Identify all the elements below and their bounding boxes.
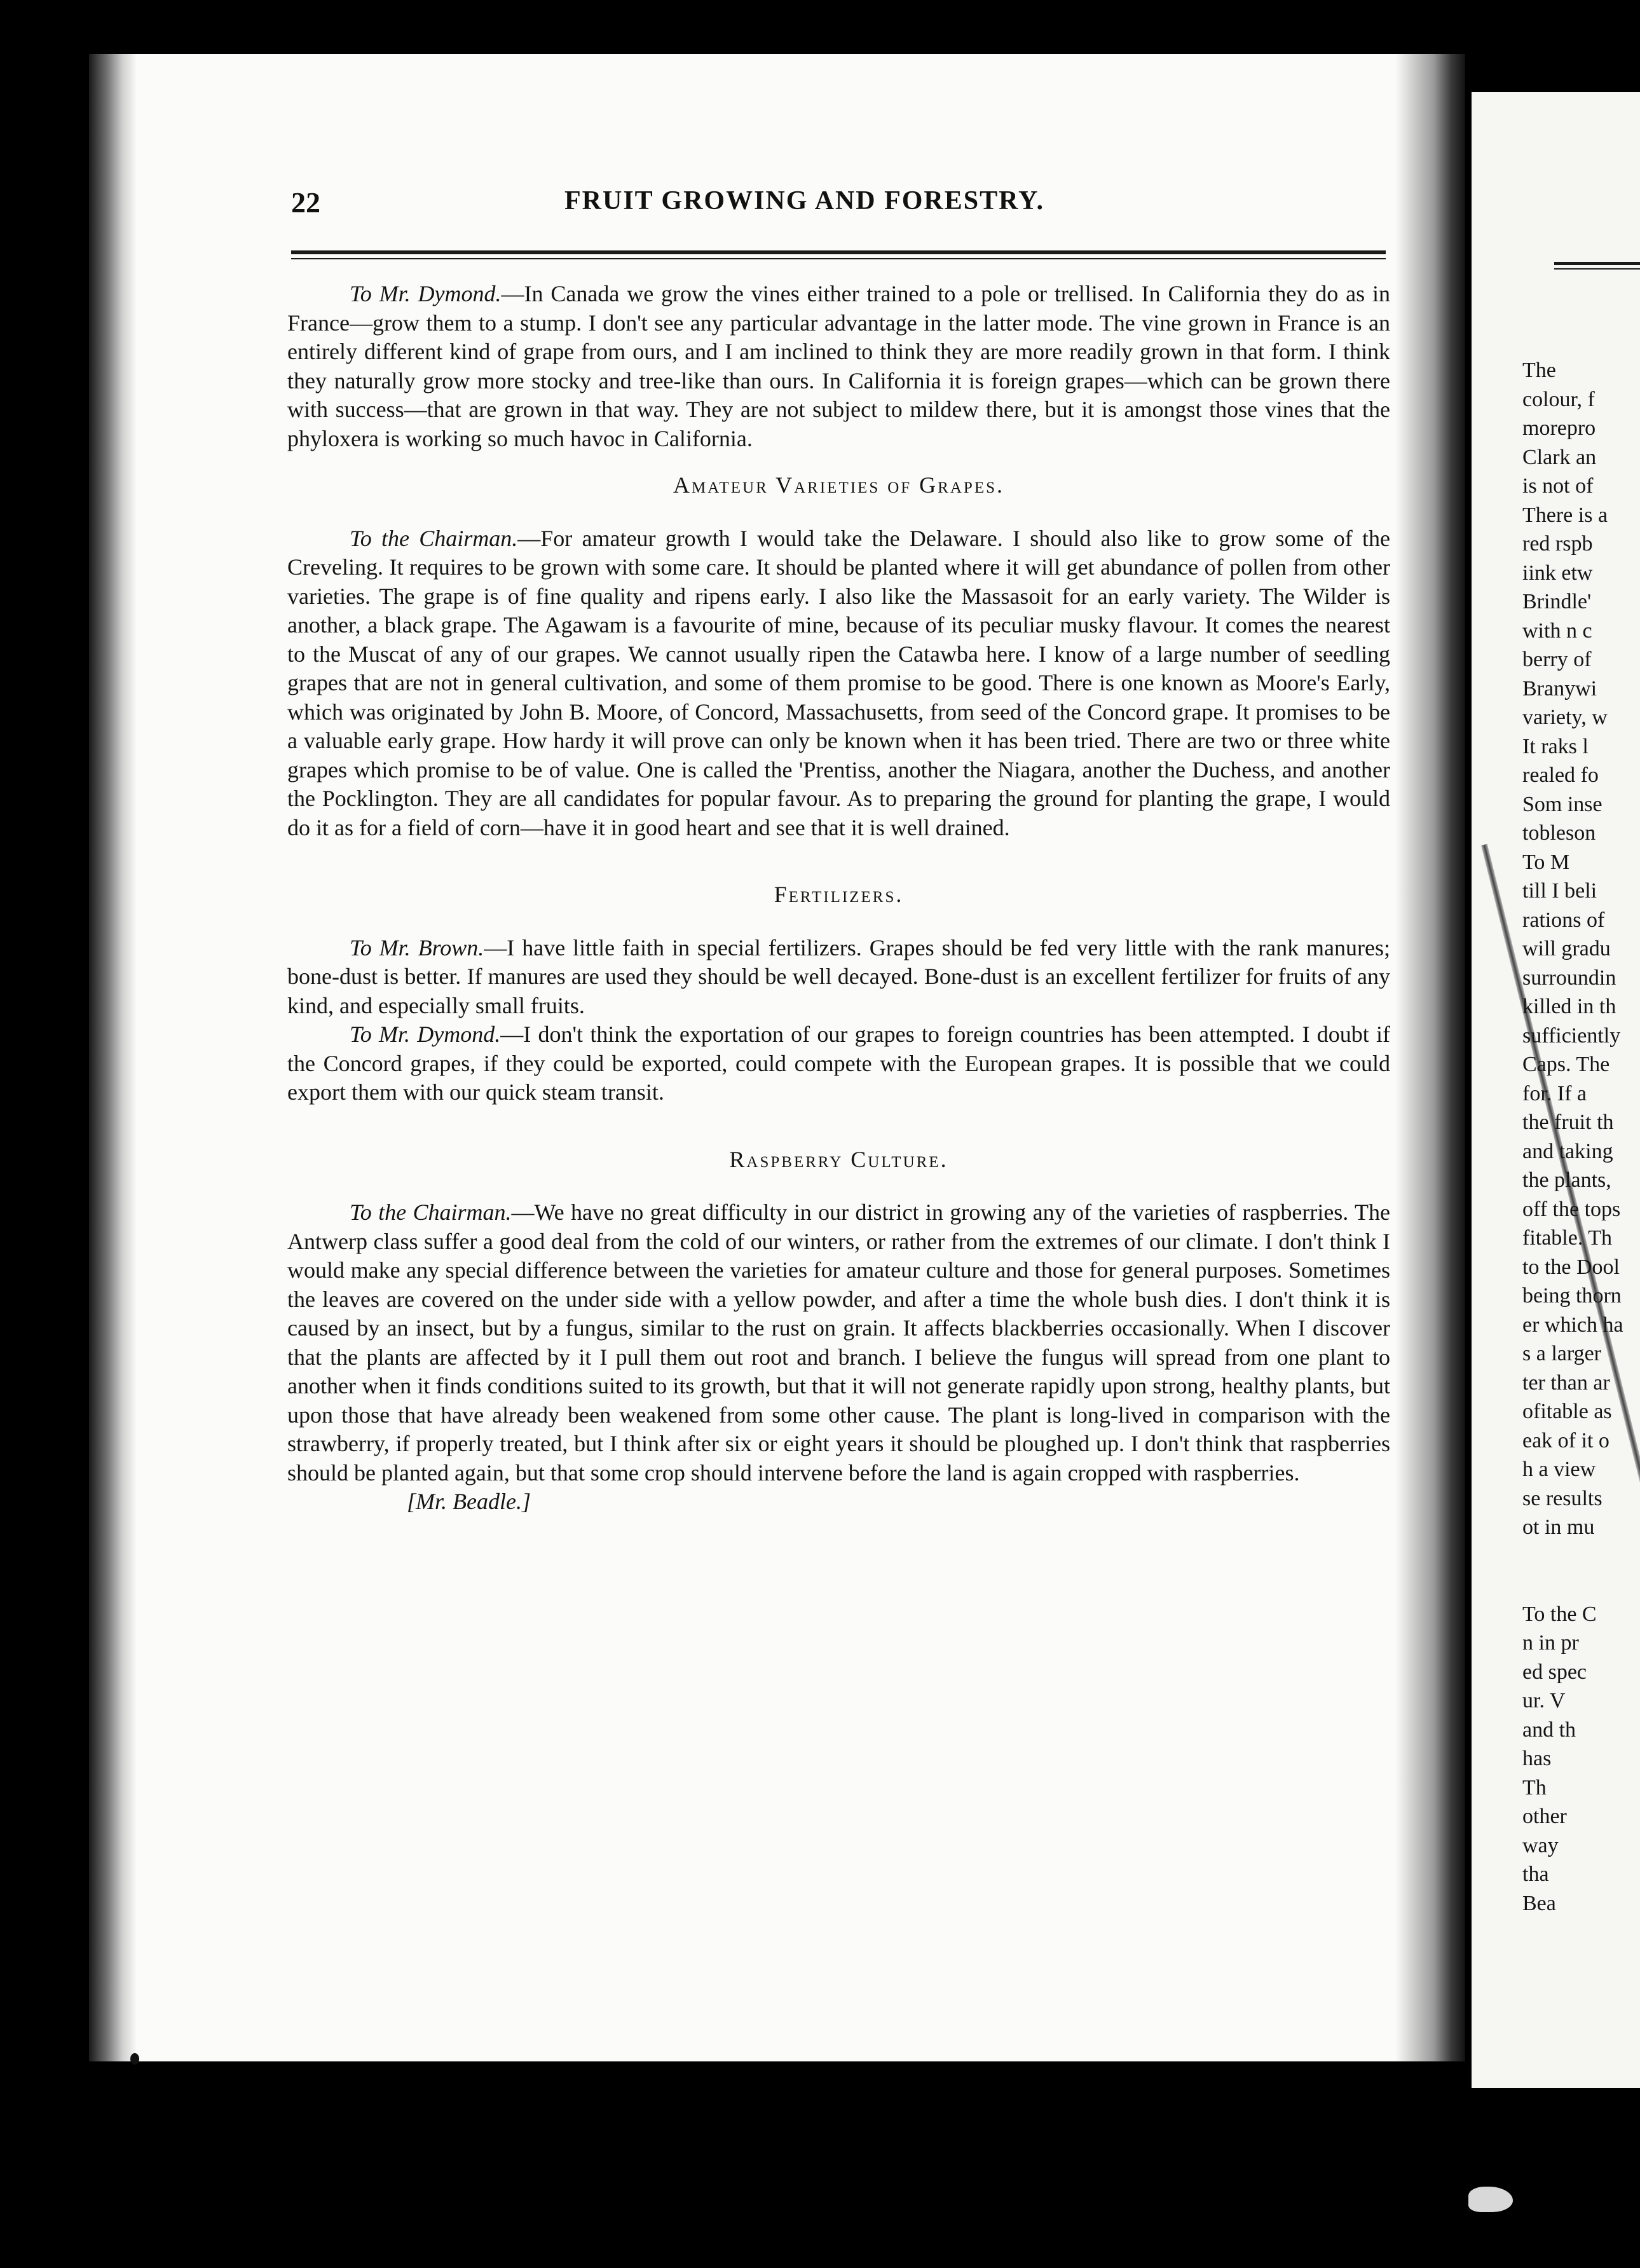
right-page-fragment-line: tha <box>1522 1862 1549 1886</box>
right-page-header-rule <box>1554 262 1640 265</box>
speaker-lead: To Mr. Dymond. <box>350 281 502 306</box>
paragraph-raspberry-culture <box>287 1198 1390 1487</box>
right-page-fragment-line: way <box>1522 1833 1559 1857</box>
right-page-fragment-line: and th <box>1522 1718 1576 1742</box>
speaker-lead: To the Chairman. <box>350 525 518 551</box>
right-page-fragment-line: the plants, <box>1522 1168 1611 1192</box>
paragraph-text: —We have no great difficulty in our district in growing any of the varieties of raspberries. The Antwerp class suffer a good deal from the cold of our winters, or rather from the extremes of our climate. I don't think I would make any special difference between the varieties for amateur culture and those for general purposes. Sometimes the leaves are covered on the under side with a yellow powder, and after a time the whole bush dies. I don't think it is caused by an insect, but by a fungus, similar to the rust on grain. It affects blackberries occasionally. When I discover that the plants are affected by it I pull them out root and branch. I believe the fungus will spread from one plant to another when it finds conditions suited to its growth, but that it will not generate rapidly upon strong, healthy plants, but upon those that have already been weakened from some other cause. The plant is long-lived in comparison with the strawberry, if properly treated, but I think after six or eight years it should be ploughed up. I don't think that raspberries should be planted again, but that some crop should intervene before the land is again cropped with raspberries. <box>287 1199 1391 1486</box>
right-page-fragment-line: Th <box>1522 1775 1547 1800</box>
scan-speck <box>1468 2187 1513 2212</box>
right-page-fragment-line: rations of <box>1522 908 1605 932</box>
right-page-fragment-line: realed fo <box>1522 763 1599 787</box>
right-page-fragment-line: the fruit th <box>1522 1110 1614 1134</box>
right-page-fragment-line: It raks l <box>1522 734 1589 758</box>
right-page-fragment-line: er which ha <box>1522 1313 1623 1337</box>
right-page-fragment-line: sufficiently <box>1522 1023 1621 1048</box>
right-page-fragment-line: Bea <box>1522 1891 1556 1915</box>
right-page-fragment-line: is not of <box>1522 474 1594 498</box>
paragraph-amateur-grapes <box>287 524 1390 843</box>
paragraph-fertilizers-dymond <box>287 1020 1390 1107</box>
right-page-fragment-line: off the tops <box>1522 1197 1621 1221</box>
right-page-fragment-line: s a larger <box>1522 1342 1601 1365</box>
paragraph-text: —I don't think the exportation of our grapes to foreign countries has been attempted. I doubt if the Concord grapes, if they could be exported, could compete with the European grapes. It is possible that we could export them with our quick steam transit. <box>287 1021 1390 1105</box>
right-page-fragment-line: ed spec <box>1522 1660 1587 1684</box>
page-edge-shadow <box>89 54 137 2061</box>
right-page-fragment-line: variety, w <box>1522 706 1608 729</box>
paragraph-text: —I have little faith in special fertilizers. Grapes should be fed very little with the rank manures; bone-dust is better. If manures are used they should be well decayed. Bone-dust is an excellent fertilizer for fruits of any kind, and especially small fruits. <box>287 934 1390 1018</box>
right-page-fragment-line: n in pr <box>1522 1631 1579 1655</box>
paragraph-dymond-vines <box>287 280 1390 453</box>
right-page-fragment-line: se results <box>1522 1486 1602 1510</box>
paragraph-text: —For amateur growth I would take the Delaware. I should also like to grow some of the Creveling. It requires to be grown with some care. It should be planted where it will get abundance of pollen from other varieties. The grape is of fine quality and ripens early. I also like the Massasoit for an early variety. The Wilder is another, a black grape. The Agawam is a favourite of mine, because of its peculiar musky flavour. It comes the nearest to the Muscat of any of our grapes. We cannot usually ripen the Catawba here. I know of a large number of seedling grapes that are not in general cultivation, and some of them promise to be good. There is one known as Moore's Early, which was originated by John B. Moore, of Concord, Massachusetts, from seed of the Concord grape. It promises to be a valuable early grape. How hardy it will prove can only be known when it has been tried. There are two or three white grapes which promise to be of value. One is called the 'Prentiss, another the Niagara, another the Duchess, and another the Pocklington. They are all candidates for popular favour. As to preparing the ground for planting the grape, I would do it as for a field of corn—have it in good heart and see that it is well drained. <box>287 525 1390 840</box>
right-page-text-fragments <box>1522 356 1640 1918</box>
right-page-fragment-line: other <box>1522 1805 1567 1828</box>
right-page-fragment-line: will gradu <box>1522 937 1611 960</box>
right-page-fragment-line <box>1522 1571 1640 1600</box>
running-head: FRUIT GROWING AND FORESTRY. <box>564 186 1044 215</box>
right-page-fragment-line: killed in th <box>1522 995 1616 1018</box>
right-page-fragment-line: There is a <box>1522 503 1608 527</box>
right-page-fragment-line: eak of it o <box>1522 1428 1609 1452</box>
right-page-fragment-line: berry of <box>1522 648 1592 671</box>
right-page-fragment-line: The <box>1522 359 1556 382</box>
section-heading-raspberry-culture: Raspberry Culture. <box>729 1146 948 1172</box>
right-page-fragment-line: To M <box>1522 850 1570 874</box>
right-page-fragment-line: Clark an <box>1522 445 1597 469</box>
header-rule-thin <box>291 258 1386 259</box>
right-page-fragment-line: ot in mu <box>1522 1515 1595 1539</box>
header-rule <box>291 250 1386 254</box>
right-page-header-rule-thin <box>1554 268 1640 270</box>
right-page-fragment-line: To the C <box>1522 1602 1597 1626</box>
paragraph-text: —In Canada we grow the vines either trained to a pole or trellised. In California they do as in France—grow them to a stump. I don't see any particular advantage in the latter mode. The vine grown in France is an entirely different kind of grape from ours, and I am inclined to think they are more readily grown in that form. I think they naturally grow more stocky and tree-like than ours. In California it is foreign grapes—which can be grown there with success—that are grown in that way. They are not subject to mildew there, but it is amongst those vines that the phyloxera is working so much havoc in California. <box>287 281 1391 451</box>
book-gutter <box>1395 54 1465 2061</box>
right-page-fragment-line: being thorn <box>1522 1284 1622 1308</box>
right-page-fragment-line: Som inse <box>1522 792 1602 816</box>
section-heading-fertilizers: Fertilizers. <box>774 882 904 907</box>
right-page-fragment-line: ofitable as <box>1522 1400 1612 1423</box>
right-page-fragment-line: tobleson <box>1522 821 1596 845</box>
right-page-fragment-line: Branywi <box>1522 676 1597 700</box>
right-page-fragment-line: Brindle' <box>1522 590 1592 613</box>
right-page-fragment-line <box>1522 1542 1640 1571</box>
page-body <box>287 280 1390 1517</box>
right-page-fragment-line: h a view <box>1522 1458 1596 1481</box>
right-page-fragment-line: has <box>1522 1747 1552 1770</box>
speaker-lead: To Mr. Brown. <box>350 934 484 960</box>
right-page-fragment-line: fitable. Th <box>1522 1226 1612 1250</box>
right-page-fragment-line: surroundin <box>1522 966 1616 990</box>
right-page-fragment-line: with n c <box>1522 618 1592 643</box>
right-page-fragment-line: Caps. The <box>1522 1053 1610 1076</box>
paragraph-fertilizers-brown <box>287 934 1390 1021</box>
section-heading-amateur-grapes: Amateur Varieties of Grapes. <box>673 472 1004 498</box>
right-page-fragment-line: and taking <box>1522 1139 1613 1163</box>
page-number: 22 <box>291 186 320 219</box>
speaker-lead: To the Chairman. <box>350 1199 512 1225</box>
right-page-fragment-line: to the Dool <box>1522 1255 1620 1279</box>
right-page-fragment-line: iink etw <box>1522 561 1593 585</box>
right-page-fragment-line: morepro <box>1522 416 1596 440</box>
speaker-attribution: [Mr. Beadle.] <box>407 1489 531 1514</box>
right-page-fragment-line: colour, f <box>1522 387 1595 411</box>
right-page-fragment-line: for. If a <box>1522 1081 1587 1105</box>
right-page-fragment-line: till I beli <box>1522 879 1597 903</box>
right-page-fragment-line: ter than ar <box>1522 1370 1610 1395</box>
speaker-lead: To Mr. Dymond. <box>350 1021 501 1047</box>
right-page-fragment-line: ur. V <box>1522 1689 1566 1712</box>
right-page-fragment-line: red rspb <box>1522 532 1593 556</box>
page-header <box>291 186 1130 224</box>
scan-speck <box>130 2053 139 2065</box>
